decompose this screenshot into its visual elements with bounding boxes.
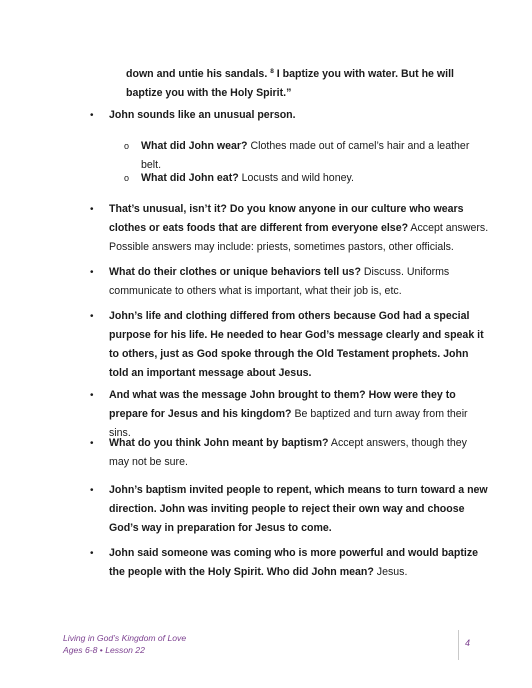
bullet: • [90,548,94,559]
list-item: What do their clothes or unique behaviors tell us? Discuss. Uniforms communicate to others what is important, what their job is, etc. [109,266,450,297]
bullet: • [90,110,94,121]
footer-divider [458,630,459,660]
list-item: John sounds like an unusual person. [109,109,296,121]
curriculum-title: Living in God’s Kingdom of Love [63,633,187,643]
bullet: • [90,311,94,322]
list-item: And what was the message John brought to them? How were they to prepare for Jesus and his kingdom? Be baptized and turn away from their sins. [109,389,468,439]
bullet: • [90,267,94,278]
page-number: 4 [465,638,471,648]
bullet: • [90,438,94,449]
sub-bullet: o [124,173,130,183]
sub-list-item: What did John eat? Locusts and wild honey. [141,172,354,184]
bullet: • [90,390,94,401]
lesson-info: Ages 6-8 • Lesson 22 [63,645,145,655]
quote-text: I baptize you with water. But he will baptize you with the Holy Spirit.” [126,68,454,99]
bullet: • [90,485,94,496]
list-item: What do you think John meant by baptism? Accept answers, though they may not be sure. [109,437,467,468]
bullet: • [90,204,94,215]
quote-text: down and untie his sandals. [126,68,271,80]
list-item: John said someone was coming who is more powerful and would baptize the people with the Holy Spirit. Who did John mean? Jesus. [109,547,479,578]
list-item: John’s life and clothing differed from others because God had a special purpose for his life. He needed to hear God’s message clearly and speak it to others, just as God spoke through the Old Testament prophets. John told an important message about Jesus. [109,310,484,379]
verse-number: 8 [270,68,274,75]
scripture-quote-continuation [126,62,486,103]
sub-bullet: o [124,141,130,151]
page-footer [63,632,186,656]
list-item: That’s unusual, isn’t it? Do you know anyone in our culture who wears clothes or eats foods that are different from everyone else? Accept answers. Possible answers may include: priests, sometimes pastors, other officials. [109,203,489,253]
sub-list-item: What did John wear? Clothes made out of camel’s hair and a leather belt. [141,140,470,171]
list-item: John’s baptism invited people to repent, which means to turn toward a new direction. John was inviting people to reject their own way and choose God’s way in preparation for Jesus to come. [109,484,488,534]
